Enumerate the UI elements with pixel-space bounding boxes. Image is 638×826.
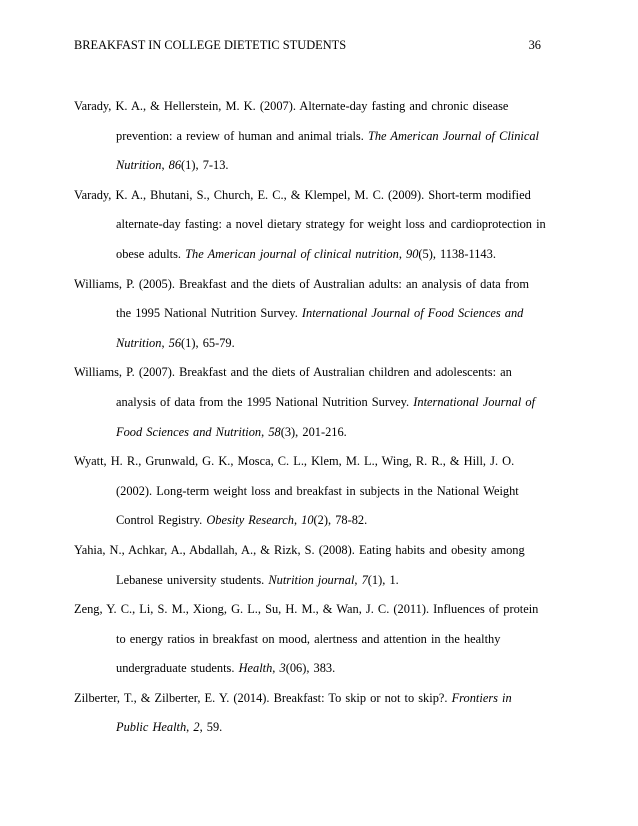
reference-journal: Frontiers in Public Health [116,690,512,735]
reference-entry: Zeng, Y. C., Li, S. M., Xiong, G. L., Su, H. M., & Wan, J. C. (2011). Influences of protein to energy ratios in breakfast on mood, alertness and attention in the healthy undergraduate students. Health, 3(06), 383. [74,602,539,676]
reference-entry: Varady, K. A., & Hellerstein, M. K. (2007). Alternate-day fasting and chronic disease prevention: a review of human and animal trials. The American Journal of Clinical Nutrition, 86(1), 7-13. [74,99,540,173]
reference-entry: Wyatt, H. R., Grunwald, G. K., Mosca, C. L., Klem, M. L., Wing, R. R., & Hill, J. O. (2002). Long-term weight loss and breakfast in subjects in the National Weight Control Registry. Obesity Research, 10(2), 78-82. [74,454,519,528]
reference-entry: Yahia, N., Achkar, A., Abdallah, A., & Rizk, S. (2008). Eating habits and obesity among Lebanese university students. Nutrition journal, 7(1), 1. [74,542,525,587]
reference-issue-pages: (5), 1138-1143. [418,246,496,261]
reference-authors-title: Yahia, N., Achkar, A., Abdallah, A., & Rizk, S. (2008). Eating habits and obesity among Lebanese university students. [74,542,525,587]
reference-list [74,92,548,743]
reference-authors-title: Varady, K. A., Bhutani, S., Church, E. C., & Klempel, M. C. (2009). Short-term modified alternate-day fasting: a novel dietary strategy for weight loss and cardioprotection in obese adults. [74,187,546,261]
reference-entry: Williams, P. (2005). Breakfast and the diets of Australian adults: an analysis of data from the 1995 National Nutrition Survey. International Journal of Food Sciences and Nutrition, 56(1), 65-79. [74,276,529,350]
reference-issue-pages: (3), 201-216. [280,424,347,439]
reference-authors-title: Williams, P. (2005). Breakfast and the diets of Australian adults: an analysis of data from the 1995 National Nutrition Survey. [74,276,529,321]
reference-authors-title: Williams, P. (2007). Breakfast and the diets of Australian children and adolescents: an analysis of data from the 1995 National Nutrition Survey. [74,365,512,409]
reference-entry: Williams, P. (2007). Breakfast and the diets of Australian children and adolescents: an analysis of data from the 1995 National Nutrition Survey. International Journal of Food Sciences and Nutrition, 58(3), 201-216. [74,365,536,439]
reference-journal: International Journal of Food Sciences and Nutrition [116,306,524,350]
reference-volume: 3 [279,661,286,676]
reference-entry: Varady, K. A., Bhutani, S., Church, E. C., & Klempel, M. C. (2009). Short-term modified alternate-day fasting: a novel dietary strategy for weight loss and cardioprotection in obese adults. The American journal of clinical nutrition, 90(5), 1138-1143. [74,187,546,261]
reference-issue-pages: (06), 383. [285,661,336,676]
reference-volume: 2 [193,720,200,735]
reference-volume: 86 [168,158,182,173]
reference-issue-pages: (1), 7-13. [181,158,229,173]
reference-volume: 90 [406,246,419,261]
reference-volume: 7 [361,572,368,587]
reference-issue-pages: (1), 65-79. [181,335,235,350]
reference-journal: Nutrition journal [268,572,355,587]
reference-authors-title: Zilberter, T., & Zilberter, E. Y. (2014). Breakfast: To skip or not to skip?. [74,690,448,705]
reference-volume: 58 [268,424,281,439]
reference-authors-title: Varady, K. A., & Hellerstein, M. K. (2007). Alternate-day fasting and chronic disease prevention: a review of human and animal trials. [74,99,509,143]
reference-volume: 56 [168,335,182,350]
running-head-title: BREAKFAST IN COLLEGE DIETETIC STUDENTS [74,38,347,52]
reference-authors-title: Zeng, Y. C., Li, S. M., Xiong, G. L., Su, H. M., & Wan, J. C. (2011). Influences of protein to energy ratios in breakfast on mood, alertness and attention in the healthy undergraduate students. [74,602,539,676]
reference-issue-pages: (2), 78-82. [313,513,368,528]
reference-journal: International Journal of Food Sciences and Nutrition [116,394,536,439]
reference-authors-title: Wyatt, H. R., Grunwald, G. K., Mosca, C. L., Klem, M. L., Wing, R. R., & Hill, J. O. (2002). Long-term weight loss and breakfast in subjects in the National Weight Control Registry. [74,454,519,528]
reference-issue-pages: (1), 1. [367,572,399,587]
reference-issue-pages: , 59. [199,720,223,735]
page-number: 36 [528,38,541,52]
reference-volume: 10 [301,513,314,528]
running-header [74,38,541,53]
reference-journal: The American journal of clinical nutrition [185,246,399,261]
reference-journal: Health [238,661,273,676]
reference-journal: Obesity Research [206,513,294,528]
reference-journal: The American Journal of Clinical Nutrition [116,128,540,173]
reference-entry: Zilberter, T., & Zilberter, E. Y. (2014). Breakfast: To skip or not to skip?. Frontiers in Public Health, 2, 59. [74,690,512,735]
